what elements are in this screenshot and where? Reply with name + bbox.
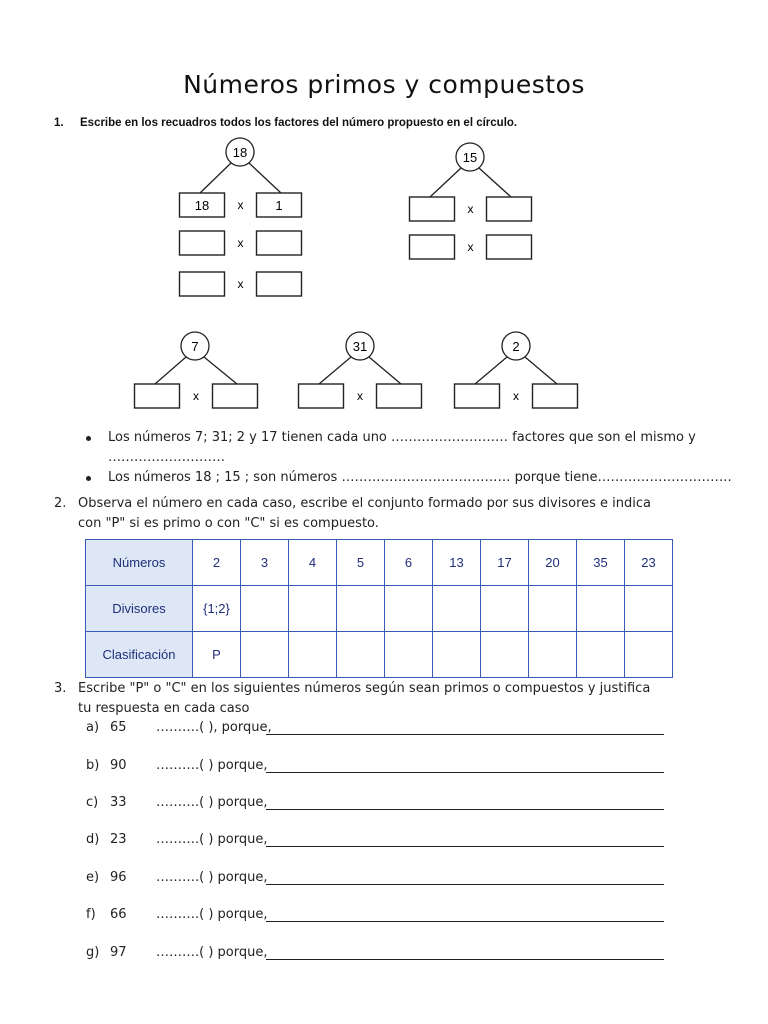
times-sign: x — [357, 389, 363, 403]
row-label-divisors: Divisores — [86, 586, 193, 632]
tree-root-number: 2 — [512, 339, 520, 354]
answer-line[interactable] — [266, 921, 664, 922]
factor-box-left[interactable] — [180, 272, 225, 296]
factor-tree-2 — [455, 332, 578, 408]
item-label: f) — [86, 907, 96, 922]
factor-value-left: 18 — [194, 198, 210, 213]
item-label: c) — [86, 795, 99, 810]
table-cell-classification[interactable] — [289, 632, 337, 678]
item-prompt: ……….( ) porque, — [156, 832, 268, 847]
factor-box-right[interactable] — [257, 272, 302, 296]
item-number: 66 — [110, 907, 127, 922]
tree-branch-left — [319, 357, 351, 384]
table-cell-divisors[interactable] — [433, 586, 481, 632]
tree-root-number: 15 — [462, 150, 478, 165]
item-label: a) — [86, 720, 100, 735]
factor-tree-18 — [180, 138, 302, 296]
times-sign: x — [467, 240, 474, 254]
table-cell-divisors[interactable] — [529, 586, 577, 632]
exercise-2-line-1: Observa el número en cada caso, escribe el conjunto formado por sus divisores e indica — [78, 496, 652, 511]
exercise-1-text: Escribe en los recuadros todos los factores del número propuesto en el círculo. — [80, 117, 518, 129]
table-cell-classification[interactable] — [433, 632, 481, 678]
item-number: 96 — [110, 870, 127, 885]
table-cell-numbers: 3 — [241, 540, 289, 586]
times-sign: x — [237, 236, 244, 250]
item-number: 65 — [110, 720, 127, 735]
factor-trees — [0, 130, 768, 420]
tree-branch-left — [200, 163, 231, 193]
exercise-3-number: 3. — [54, 681, 67, 696]
tree-branch-right — [204, 357, 237, 384]
exercise-1-number: 1. — [54, 117, 64, 129]
table-cell-numbers: 17 — [481, 540, 529, 586]
divisors-table — [85, 539, 673, 678]
table-cell-divisors[interactable] — [241, 586, 289, 632]
table-cell-numbers: 13 — [433, 540, 481, 586]
exercise-3-line-1: Escribe "P" o "C" en los siguientes números según sean primos o compuestos y justifica — [78, 681, 651, 696]
answer-item — [86, 907, 676, 927]
table-cell-classification[interactable] — [385, 632, 433, 678]
factor-box-right[interactable] — [377, 384, 422, 408]
answer-line[interactable] — [266, 846, 664, 847]
exercise-2-number: 2. — [54, 496, 67, 511]
item-prompt: ……….( ), porque, — [156, 720, 272, 735]
tree-root-number: 7 — [191, 339, 199, 354]
exercise-1-bullets — [84, 428, 738, 488]
row-label-classification: Clasificación — [86, 632, 193, 678]
table-cell-classification[interactable] — [529, 632, 577, 678]
item-prompt: ……….( ) porque, — [156, 758, 268, 773]
item-label: d) — [86, 832, 100, 847]
table-cell-numbers: 23 — [625, 540, 673, 586]
answer-line[interactable] — [266, 959, 664, 960]
factor-box-left[interactable] — [180, 231, 225, 255]
factor-box-left[interactable] — [135, 384, 180, 408]
answer-line[interactable] — [266, 809, 664, 810]
tree-root-number: 18 — [232, 145, 248, 160]
item-number: 97 — [110, 945, 127, 960]
answer-item — [86, 720, 676, 740]
table-cell-numbers: 35 — [577, 540, 625, 586]
item-prompt: ……….( ) porque, — [156, 795, 268, 810]
table-cell-divisors[interactable] — [289, 586, 337, 632]
factor-box-right[interactable] — [257, 231, 302, 255]
times-sign: x — [467, 202, 474, 216]
tree-branch-right — [249, 163, 281, 193]
times-sign: x — [237, 277, 244, 291]
table-cell-divisors[interactable] — [625, 586, 673, 632]
factor-box-left[interactable] — [455, 384, 500, 408]
table-row-divisors — [86, 586, 673, 632]
table-cell-classification[interactable] — [481, 632, 529, 678]
item-prompt: ……….( ) porque, — [156, 870, 268, 885]
tree-branch-right — [479, 168, 511, 197]
factor-box-right[interactable] — [533, 384, 578, 408]
exercise-3-line-2: tu respuesta en cada caso — [78, 701, 250, 716]
factor-tree-7 — [135, 332, 258, 408]
item-prompt: ……….( ) porque, — [156, 945, 268, 960]
answer-item — [86, 832, 676, 852]
answer-item — [86, 945, 676, 965]
table-row-numbers — [86, 540, 673, 586]
table-cell-classification[interactable]: P — [193, 632, 241, 678]
answer-line[interactable] — [266, 734, 664, 735]
table-cell-divisors[interactable] — [337, 586, 385, 632]
tree-branch-right — [369, 357, 401, 384]
table-cell-numbers: 2 — [193, 540, 241, 586]
table-cell-divisors[interactable] — [385, 586, 433, 632]
item-number: 90 — [110, 758, 127, 773]
factor-box-right[interactable] — [487, 235, 532, 259]
table-cell-classification[interactable] — [625, 632, 673, 678]
item-number: 23 — [110, 832, 127, 847]
factor-box-left[interactable] — [410, 235, 455, 259]
table-cell-divisors[interactable] — [481, 586, 529, 632]
item-prompt: ……….( ) porque, — [156, 907, 268, 922]
tree-branch-left — [475, 357, 507, 384]
answer-line[interactable] — [266, 884, 664, 885]
exercise-1-instruction — [54, 117, 517, 129]
tree-root-number: 31 — [352, 339, 368, 354]
times-sign: x — [237, 198, 244, 212]
item-label: b) — [86, 758, 100, 773]
item-label: g) — [86, 945, 100, 960]
exercise-3-instruction — [54, 679, 650, 719]
table-cell-numbers: 6 — [385, 540, 433, 586]
item-label: e) — [86, 870, 100, 885]
times-sign: x — [513, 389, 519, 403]
table-row-classification — [86, 632, 673, 678]
row-label-numbers: Números — [86, 540, 193, 586]
factor-box-right[interactable] — [213, 384, 258, 408]
tree-branch-left — [430, 168, 461, 197]
factor-box-right[interactable] — [487, 197, 532, 221]
item-number: 33 — [110, 795, 127, 810]
table-cell-numbers: 5 — [337, 540, 385, 586]
factor-box-left[interactable] — [299, 384, 344, 408]
table-cell-classification[interactable] — [337, 632, 385, 678]
answer-line[interactable] — [266, 772, 664, 773]
factor-box-left[interactable] — [410, 197, 455, 221]
table-cell-numbers: 20 — [529, 540, 577, 586]
table-cell-divisors[interactable] — [577, 586, 625, 632]
table-cell-classification[interactable] — [241, 632, 289, 678]
tree-branch-right — [525, 357, 557, 384]
answer-item — [86, 795, 676, 815]
factor-value-right: 1 — [275, 198, 283, 213]
factor-tree-15 — [410, 143, 532, 259]
factor-tree-31 — [299, 332, 422, 408]
exercise-2-line-2: con "P" si es primo o con "C" si es compuesto. — [78, 516, 379, 531]
exercise-2-instruction — [54, 494, 714, 534]
page-title: Números primos y compuestos — [183, 70, 585, 99]
times-sign: x — [193, 389, 199, 403]
bullet-prime-factors: Los números 7; 31; 2 y 17 tienen cada uno ……………………… factores que son el mismo y ……………………… — [84, 428, 738, 468]
table-cell-numbers: 4 — [289, 540, 337, 586]
table-cell-classification[interactable] — [577, 632, 625, 678]
bullet-composite-numbers: Los números 18 ; 15 ; son números ………………………………… porque tiene…………………………. — [84, 468, 738, 488]
answer-item — [86, 758, 676, 778]
tree-branch-left — [155, 357, 186, 384]
table-cell-divisors[interactable]: {1;2} — [193, 586, 241, 632]
answer-item — [86, 870, 676, 890]
